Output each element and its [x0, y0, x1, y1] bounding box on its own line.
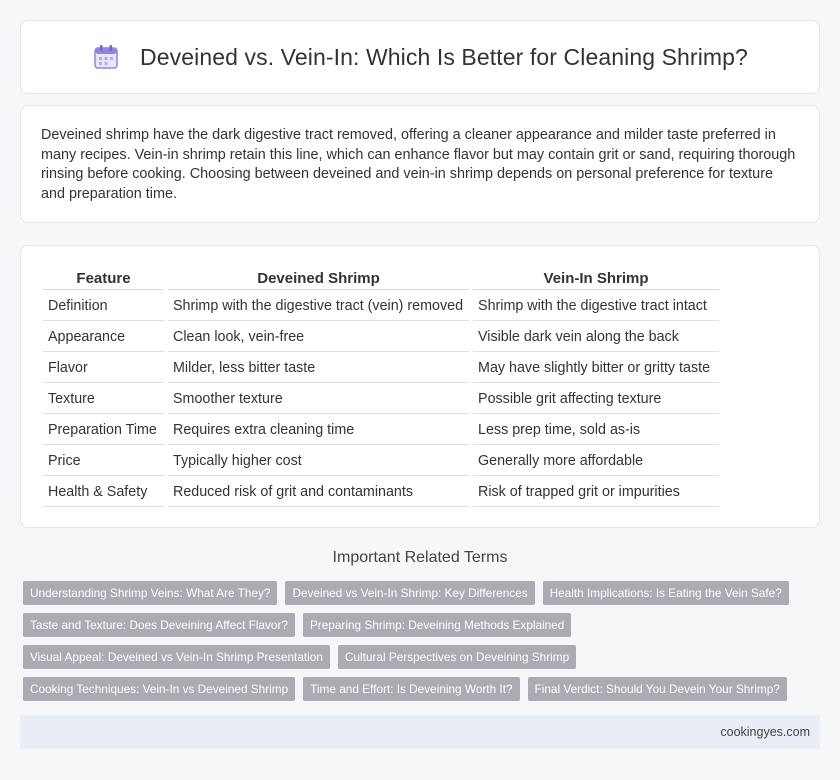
related-term-tag[interactable]: Time and Effort: Is Deveining Worth It? — [303, 677, 519, 701]
feature-cell: Flavor — [43, 352, 164, 383]
deveined-cell: Smoother texture — [168, 383, 469, 414]
intro-card — [20, 105, 820, 223]
feature-cell: Health & Safety — [43, 476, 164, 507]
vein-in-cell: Generally more affordable — [473, 445, 719, 476]
title-wrap — [92, 43, 748, 71]
vein-in-cell: Risk of trapped grit or impurities — [473, 476, 719, 507]
related-term-tag[interactable]: Health Implications: Is Eating the Vein Safe? — [543, 581, 789, 605]
deveined-cell: Milder, less bitter taste — [168, 352, 469, 383]
header-feature: Feature — [43, 266, 164, 290]
feature-cell: Texture — [43, 383, 164, 414]
table-row — [43, 321, 719, 352]
related-term-tag[interactable]: Cooking Techniques: Vein-In vs Deveined Shrimp — [23, 677, 295, 701]
related-term-tag[interactable]: Preparing Shrimp: Deveining Methods Explained — [303, 613, 571, 637]
deveined-cell: Typically higher cost — [168, 445, 469, 476]
related-terms-heading: Important Related Terms — [332, 549, 508, 566]
vein-in-cell: Less prep time, sold as-is — [473, 414, 719, 445]
related-term-tag[interactable]: Taste and Texture: Does Deveining Affect Flavor? — [23, 613, 295, 637]
related-term-tag[interactable]: Visual Appeal: Deveined vs Vein-In Shrimp Presentation — [23, 645, 330, 669]
feature-cell: Price — [43, 445, 164, 476]
related-term-tag[interactable]: Understanding Shrimp Veins: What Are They? — [23, 581, 277, 605]
footer-bar — [20, 715, 820, 749]
vein-in-cell: Visible dark vein along the back — [473, 321, 719, 352]
deveined-cell: Clean look, vein-free — [168, 321, 469, 352]
tag-row — [23, 613, 823, 637]
related-term-tag[interactable]: Cultural Perspectives on Deveining Shrimp — [338, 645, 576, 669]
header-card — [20, 20, 820, 94]
vein-in-cell: May have slightly bitter or gritty taste — [473, 352, 719, 383]
table-header-row — [43, 266, 719, 290]
page-title: Deveined vs. Vein-In: Which Is Better for Cleaning Shrimp? — [140, 43, 748, 70]
calendar-icon — [92, 43, 120, 71]
vein-in-cell: Shrimp with the digestive tract intact — [473, 290, 719, 321]
header-deveined: Deveined Shrimp — [168, 266, 469, 290]
deveined-cell: Reduced risk of grit and contaminants — [168, 476, 469, 507]
header-vein-in: Vein-In Shrimp — [473, 266, 719, 290]
tag-row — [23, 645, 823, 669]
table-row — [43, 352, 719, 383]
feature-cell: Appearance — [43, 321, 164, 352]
vein-in-cell: Possible grit affecting texture — [473, 383, 719, 414]
table-row — [43, 290, 719, 321]
table-row — [43, 476, 719, 507]
related-terms-list — [23, 581, 823, 709]
deveined-cell: Requires extra cleaning time — [168, 414, 469, 445]
footer-site-link[interactable]: cookingyes.com — [720, 725, 810, 739]
tag-row — [23, 581, 823, 605]
related-term-tag[interactable]: Deveined vs Vein-In Shrimp: Key Differences — [285, 581, 534, 605]
comparison-table-card — [20, 245, 820, 528]
feature-cell: Preparation Time — [43, 414, 164, 445]
table-row — [43, 445, 719, 476]
related-term-tag[interactable]: Final Verdict: Should You Devein Your Shrimp? — [528, 677, 787, 701]
intro-paragraph: Deveined shrimp have the dark digestive tract removed, offering a cleaner appearance and milder taste preferred in many recipes. Vein-in shrimp retain this line, which can enhance flavor but may contain grit or sand, requiring thorough rinsing before cooking. Choosing between deveined and vein-in shrimp depends on personal preference for texture and preparation time. — [41, 127, 796, 202]
comparison-table — [39, 266, 723, 507]
feature-cell: Definition — [43, 290, 164, 321]
table-row — [43, 414, 719, 445]
tag-row — [23, 677, 823, 701]
table-row — [43, 383, 719, 414]
deveined-cell: Shrimp with the digestive tract (vein) removed — [168, 290, 469, 321]
